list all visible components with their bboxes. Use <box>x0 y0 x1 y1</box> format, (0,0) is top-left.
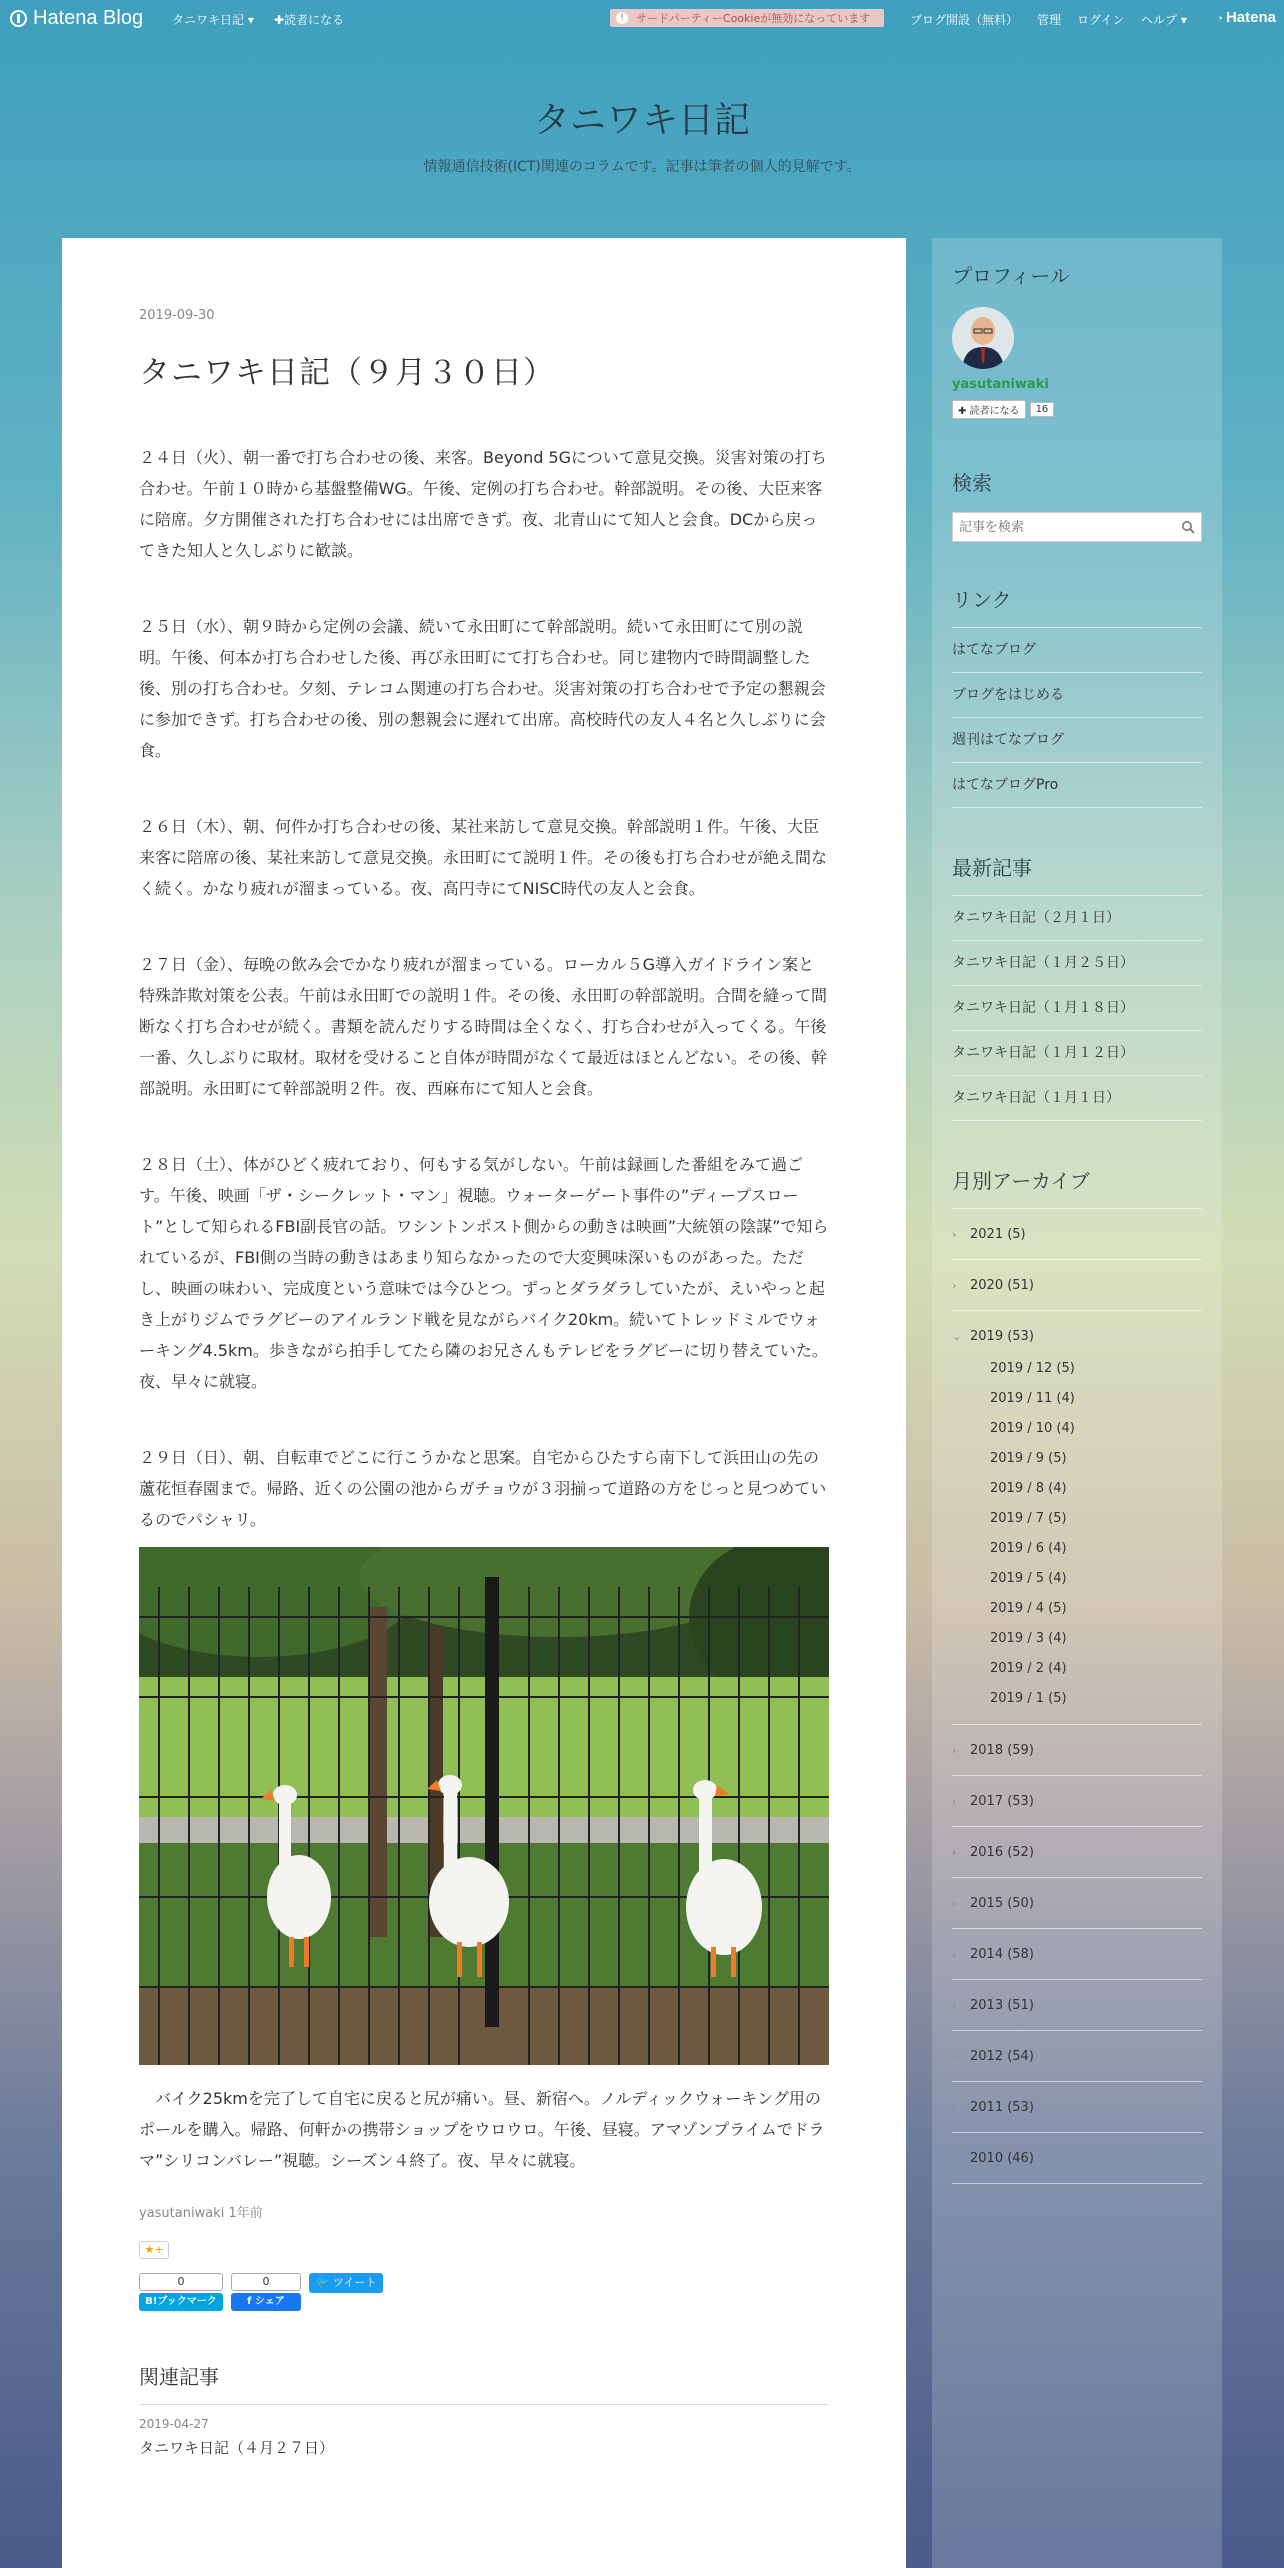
archive-year[interactable]: › 2010 (46) <box>952 2133 1202 2184</box>
archive-month[interactable]: 2019 / 4 (5) <box>990 1601 1067 1616</box>
archive-month[interactable]: 2019 / 3 (4) <box>990 1631 1067 1646</box>
facebook-share[interactable] <box>231 2273 301 2311</box>
chevron-right-icon: › <box>952 2151 957 2165</box>
hatena-link[interactable]: ◔ Hatena <box>1216 9 1276 26</box>
recent-item[interactable]: タニワキ日記（１月１日） <box>952 1076 1202 1121</box>
archive-month[interactable]: 2019 / 8 (4) <box>990 1481 1067 1496</box>
link-item[interactable]: はてなブログPro <box>952 763 1202 808</box>
recent-item[interactable]: タニワキ日記（１月１８日） <box>952 986 1202 1031</box>
entry-paragraph: ２４日（火）、朝一番で打ち合わせの後、来客。Beyond 5Gについて意見交換。災害対策の打ち合わせ。午前１０時から基盤整備WG。午後、定例の打ち合わせ。幹部説明。その後、大臣来客に陪席。夕方開催された打ち合わせには出席できず。夜、北青山にて知人と会食。DCから戻ってきた知人と久しぶりに歓談。 <box>139 448 827 560</box>
archive-month[interactable]: 2019 / 2 (4) <box>990 1661 1067 1676</box>
archive-year-open[interactable]: ⌄ 2019 (53) <box>952 1311 1202 1362</box>
add-star-button[interactable]: ★+ <box>139 2241 169 2259</box>
archive-month[interactable]: 2019 / 5 (4) <box>990 1571 1067 1586</box>
archive-heading: 月別アーカイブ <box>952 1169 1090 1193</box>
archive-year[interactable]: › 2017 (53) <box>952 1776 1202 1827</box>
entry-paragraph: ２５日（水）、朝９時から定例の会議、続いて永田町にて幹部説明。続いて永田町にて別の説明。午後、何本か打ち合わせした後、再び永田町にて打ち合わせ。同じ建物内で時間調整した後、別の打ち合わせ。夕刻、テレコム関連の打ち合わせ。災害対策の打ち合わせで予定の懇親会に参加できず。打ち合わせの後、別の懇親会に遅れて出席。高校時代の友人４名と久しぶりに会食。 <box>139 617 826 760</box>
subscribe-row <box>952 400 1202 419</box>
entry-author-meta[interactable]: yasutaniwaki 1年前 <box>139 2206 263 2221</box>
link-item[interactable]: ブログをはじめる <box>952 673 1202 718</box>
recent-item[interactable]: タニワキ日記（１月１２日） <box>952 1031 1202 1076</box>
twitter-icon: 🐦 <box>315 2276 333 2289</box>
archive-year[interactable]: › 2015 (50) <box>952 1878 1202 1929</box>
help-menu[interactable]: ヘルプ ▾ <box>1141 13 1187 27</box>
profile-name[interactable]: yasutaniwaki <box>952 377 1049 392</box>
chevron-down-icon: ⌄ <box>952 1330 962 1343</box>
archive-year[interactable]: › 2018 (59) <box>952 1725 1202 1776</box>
subscriber-count[interactable]: 16 <box>1030 402 1055 417</box>
chevron-right-icon: › <box>952 1227 957 1241</box>
chevron-right-icon: › <box>952 1845 957 1859</box>
login-link[interactable]: ログイン <box>1077 13 1125 27</box>
archive-month[interactable]: 2019 / 7 (5) <box>990 1511 1067 1526</box>
bookmark-count: 0 <box>139 2273 223 2291</box>
global-header <box>0 0 1284 38</box>
open-blog-link[interactable]: ブログ開設（無料） <box>910 13 1019 27</box>
archive-year[interactable]: › 2012 (54) <box>952 2031 1202 2082</box>
sidebar-subscribe-button[interactable]: ✚ 読者になる <box>952 400 1026 419</box>
cookie-warning[interactable]: ! サードパーティーCookieが無効になっています <box>610 9 884 27</box>
facebook-count: 0 <box>231 2273 301 2291</box>
related-date: 2019-04-27 <box>139 2417 209 2431</box>
recent-heading: 最新記事 <box>952 856 1032 880</box>
link-item[interactable]: 週刊はてなブログ <box>952 718 1202 763</box>
recent-list <box>952 895 1202 1121</box>
entry-date[interactable]: 2019-09-30 <box>139 308 215 323</box>
hatena-mark-icon: ◔ <box>1216 13 1226 25</box>
archive-months <box>952 1354 1202 1725</box>
related-heading: 関連記事 <box>139 2361 829 2405</box>
archive-year[interactable]: › 2011 (53) <box>952 2082 1202 2133</box>
profile-heading: プロフィール <box>952 264 1070 288</box>
archive-year[interactable]: › 2013 (51) <box>952 1980 1202 2031</box>
geese-photo[interactable] <box>139 1547 829 2065</box>
link-item[interactable]: はてなブログ <box>952 628 1202 673</box>
entry-paragraph: ２６日（木）、朝、何件か打ち合わせの後、某社来訪して意見交換。幹部説明１件。午後、大臣来客に陪席の後、某社来訪して意見交換。永田町にて説明１件。その後も打ち合わせが絶え間なく続く。かなり疲れが溜まっている。夜、高円寺にてNISC時代の友人と会食。 <box>139 817 828 898</box>
chevron-right-icon: › <box>952 1947 957 1961</box>
subscribe-link[interactable]: ✚読者になる <box>274 13 345 27</box>
logo-text: Hatena Blog <box>33 7 144 29</box>
entry-paragraph: バイク25kmを完了して自宅に戻ると尻が痛い。昼、新宿へ。ノルディックウォーキング用のポールを購入。帰路、何軒かの携帯ショップをウロウロ。午後、昼寝。アマゾンプライムでドラマ”シリコンバレー”視聴。シーズン４終了。夜、早々に就寝。 <box>139 2089 825 2170</box>
entry-paragraph: ２８日（土）、体がひどく疲れており、何もする気がしない。午前は録画した番組をみて過ごす。午後、映画「ザ・シークレット・マン」視聴。ウォーターゲート事件の”ディープスロート”として知られるFBI副長官の話。ワシントンポスト側からの動きは映画”大統領の陰謀”で知られているが、FBI側の当時の動きはあまり知らなかったので大変興味深いものがあった。ただし、映画の味わい、完成度という意味では今ひとつ。ずっとダラダラしていたが、えいやっと起き上がりジムでラグビーのアイルランド戦を見ながらバイク20km。続いてトレッドミルでウォーキング4.5km。歩きながら拍手してたら隣のお兄さんもテレビをラグビーに切り替えていた。夜、早々に就寝。 <box>139 1155 829 1391</box>
archive-year[interactable]: › 2021 (5) <box>952 1209 1202 1260</box>
search-heading: 検索 <box>952 471 992 495</box>
archive-year[interactable]: › 2020 (51) <box>952 1260 1202 1311</box>
archive-month[interactable]: 2019 / 6 (4) <box>990 1541 1067 1556</box>
blog-menu[interactable]: タニワキ日記 ▾ <box>172 13 254 27</box>
sidebar <box>932 238 1222 2568</box>
chevron-right-icon: › <box>952 2049 957 2063</box>
info-icon: ! <box>616 12 628 24</box>
archive-month[interactable]: 2019 / 11 (4) <box>990 1391 1075 1406</box>
links-heading: リンク <box>952 588 1012 612</box>
archive-year[interactable]: › 2016 (52) <box>952 1827 1202 1878</box>
chevron-right-icon: › <box>952 2100 957 2114</box>
hatena-blog-logo[interactable] <box>10 7 143 30</box>
archive-year[interactable]: › 2014 (58) <box>952 1929 1202 1980</box>
tweet-button[interactable]: 🐦 ツイート <box>309 2273 383 2293</box>
archive-list <box>952 1208 1202 2184</box>
recent-item[interactable]: タニワキ日記（１月２５日） <box>952 941 1202 986</box>
archive-month[interactable]: 2019 / 1 (5) <box>990 1691 1067 1706</box>
hatena-logo-icon <box>10 10 27 27</box>
share-buttons <box>139 2273 829 2311</box>
chevron-right-icon: › <box>952 1743 957 1757</box>
search-box <box>952 512 1202 542</box>
blog-title[interactable]: タニワキ日記 <box>533 100 750 141</box>
hatena-bookmark-share[interactable] <box>139 2273 223 2311</box>
chevron-right-icon: › <box>952 1794 957 1808</box>
search-input[interactable] <box>959 520 1181 535</box>
search-icon[interactable] <box>1181 520 1195 534</box>
links-list <box>952 627 1202 808</box>
bookmark-button[interactable]: B!ブックマーク <box>139 2293 223 2311</box>
entry <box>139 308 829 2458</box>
entry-title[interactable]: タニワキ日記（９月３０日） <box>139 355 555 391</box>
manage-link[interactable]: 管理 <box>1037 13 1062 27</box>
archive-month[interactable]: 2019 / 9 (5) <box>990 1451 1067 1466</box>
entry-paragraph: ２７日（金）、毎晩の飲み会でかなり疲れが溜まっている。ローカル５G導入ガイドライン案と特殊詐欺対策を公表。午前は永田町での説明１件。その後、永田町の幹部説明。合間を縫って間断なく打ち合わせが続く。書類を読んだりする時間は全くなく、打ち合わせが入ってくる。午後一番、久しぶりに取材。取材を受けること自体が時間がなくて最近はほとんどない。その後、幹部説明。永田町にて幹部説明２件。夜、西麻布にて知人と会食。 <box>139 955 828 1098</box>
facebook-share-button[interactable]: f シェア <box>231 2293 301 2311</box>
recent-item[interactable]: タニワキ日記（２月１日） <box>952 896 1202 941</box>
chevron-right-icon: › <box>952 1896 957 1910</box>
related-title[interactable]: タニワキ日記（４月２７日） <box>139 2439 335 2457</box>
blog-description: 情報通信技術(ICT)関連のコラムです。記事は筆者の個人的見解です。 <box>423 159 861 175</box>
archive-month[interactable]: 2019 / 12 (5) <box>990 1361 1075 1376</box>
avatar[interactable] <box>952 307 1014 369</box>
chevron-right-icon: › <box>952 1998 957 2012</box>
archive-month[interactable]: 2019 / 10 (4) <box>990 1421 1075 1436</box>
entry-paragraph: ２９日（日）、朝、自転車でどこに行こうかなと思案。自宅からひたすら南下して浜田山の先の蘆花恒春園まで。帰路、近くの公園の池からガチョウが３羽揃って道路の方をじっと見つめているのでパシャリ。 <box>139 1448 827 1529</box>
chevron-right-icon: › <box>952 1278 957 1292</box>
main-content <box>62 238 906 2568</box>
